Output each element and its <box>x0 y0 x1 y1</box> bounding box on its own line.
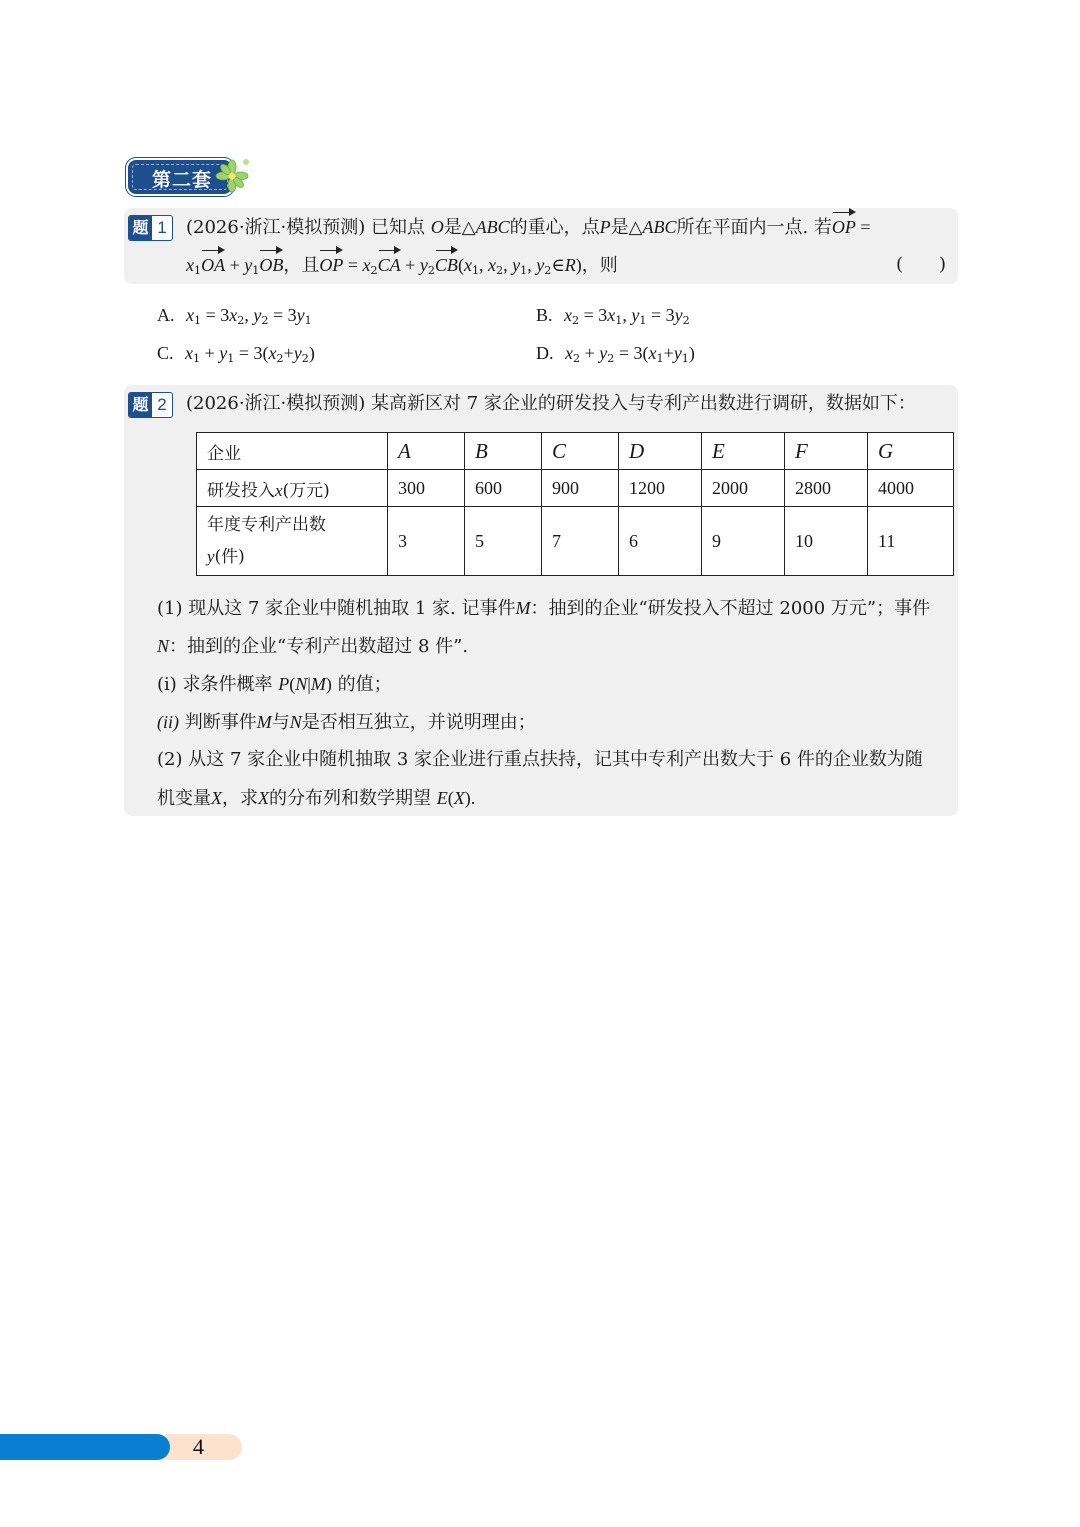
problem-tag-number: 1 <box>157 218 167 237</box>
table-row-label: 年度专利产出数 y(件) <box>197 507 388 576</box>
table-row <box>197 470 954 507</box>
page-number: 4 <box>193 1434 204 1459</box>
part-1-line-1: (1) 现从这 7 家企业中随机抽取 1 家. 记事件M：抽到的企业“研发投入不超过 2000 万元”；事件 <box>157 598 931 619</box>
option-b: B. $x_2 = 3x_1$, $y_1 = 3y_2$ <box>536 305 690 328</box>
table-header-cell: A <box>388 433 465 470</box>
table-cell: 3 <box>388 507 465 576</box>
table-cell: 7 <box>542 507 619 576</box>
table-cell: 1200 <box>619 470 702 507</box>
table-row-label: 研发投入x(万元) <box>197 470 388 507</box>
table-cell: 600 <box>465 470 542 507</box>
problem-1-tag <box>128 215 173 241</box>
table-cell: 11 <box>868 507 954 576</box>
table-header-cell: F <box>785 433 868 470</box>
table-header-cell: E <box>702 433 785 470</box>
part-2-line-2: 机变量X，求X的分布列和数学期望 E(X). <box>157 788 476 809</box>
option-c: C. $x_1 + y_1 = 3(x_2+y_2)$ <box>157 343 315 366</box>
table-header-cell: G <box>868 433 954 470</box>
table-cell: 9 <box>702 507 785 576</box>
flower-decoration-icon <box>212 156 252 196</box>
problem-tag-label: 题 <box>129 216 152 240</box>
option-a: A. $x_1 = 3x_2$, $y_2 = 3y_1$ <box>157 305 312 328</box>
part-1-line-2: N：抽到的企业“专利产出数超过 8 件”. <box>157 636 469 657</box>
table-cell: 10 <box>785 507 868 576</box>
sub-question-ii: (ii) 判断事件M与N是否相互独立，并说明理由； <box>157 712 536 733</box>
table-cell: 6 <box>619 507 702 576</box>
table-cell: 900 <box>542 470 619 507</box>
table-cell: 5 <box>465 507 542 576</box>
data-table <box>196 432 954 576</box>
set-label: 第二套 <box>152 169 213 191</box>
part-2-line-1: (2) 从这 7 家企业中随机抽取 3 家企业进行重点扶持，记其中专利产出数大于 6 件的企业数为随 <box>157 749 923 770</box>
problem-1-line-2: $x_1OA + y_1OB$，且OP = $x_2CA + y_2CB(x_1$, $x_2$, $y_1$, $y_2\in R$)，则 <box>186 255 618 278</box>
table-header-cell: B <box>465 433 542 470</box>
answer-bracket: ( ) <box>896 254 947 275</box>
option-d: D. $x_2 + y_2 = 3(x_1+y_1)$ <box>536 343 695 366</box>
table-row <box>197 433 954 470</box>
footer-bar <box>0 1434 170 1460</box>
sub-question-i: (i) 求条件概率 P(N|M) 的值； <box>157 674 392 695</box>
table-header-cell: C <box>542 433 619 470</box>
table-header-label: 企业 <box>197 433 388 470</box>
problem-2-stem: (2026·浙江·模拟预测) 某高新区对 7 家企业的研发投入与专利产出数进行调研，数据如下： <box>186 393 916 414</box>
problem-1-line-1: (2026·浙江·模拟预测) 已知点 O是△ABC的重心，点P是△ABC所在平面内一点. 若OP = <box>186 217 871 238</box>
table-cell: 300 <box>388 470 465 507</box>
table-cell: 2800 <box>785 470 868 507</box>
table-cell: 4000 <box>868 470 954 507</box>
table-cell: 2000 <box>702 470 785 507</box>
table-row <box>197 507 954 576</box>
problem-tag-label: 题 <box>129 393 152 417</box>
table-header-cell: D <box>619 433 702 470</box>
problem-tag-number: 2 <box>157 395 167 414</box>
problem-2-tag <box>128 392 173 418</box>
